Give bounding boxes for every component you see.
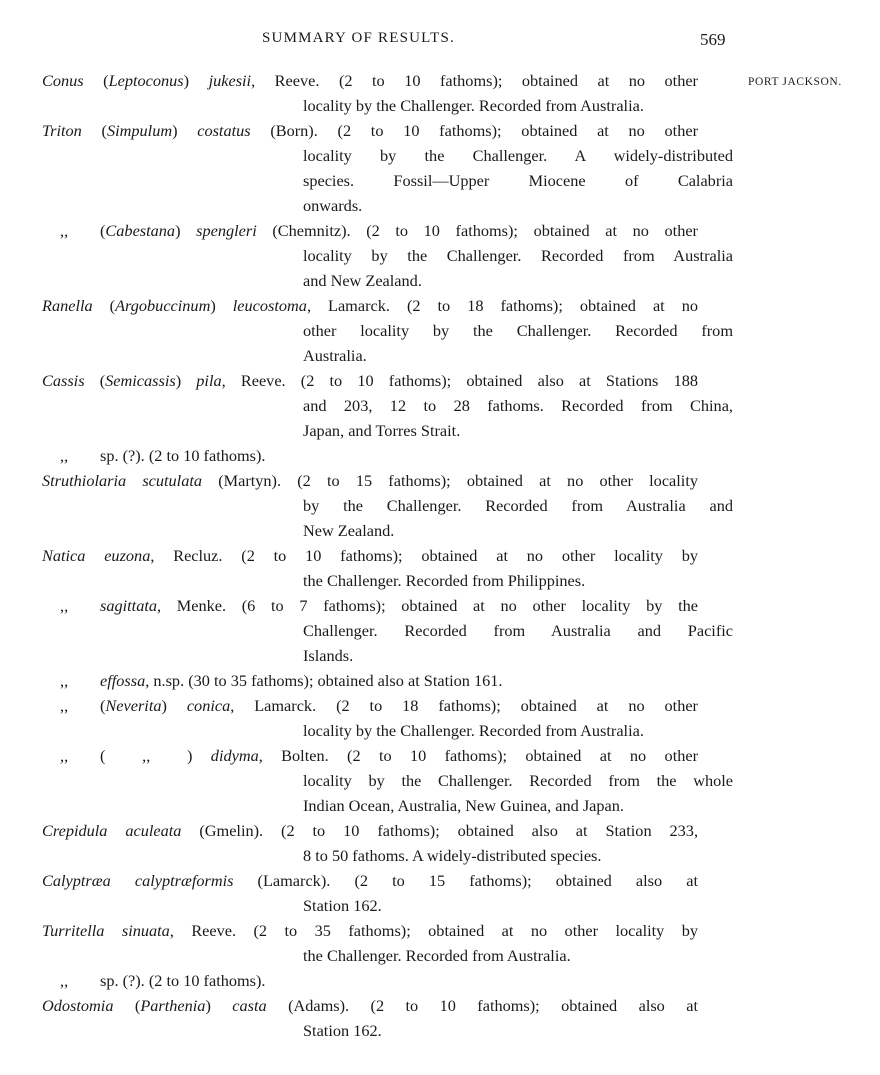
species-entry-first-line [0, 218, 698, 243]
species-entry-first-line [0, 743, 698, 768]
species-record-text: (2 to 15 fathoms); obtained at no other locality [297, 471, 698, 490]
species-entry [0, 218, 880, 293]
species-record-text: (2 to 18 fathoms); obtained at no [406, 296, 698, 315]
species-record-continuation: other locality by the Challenger. Recorded from [303, 321, 733, 340]
species-entry-first-line [0, 118, 698, 143]
species-record-continuation: locality by the Challenger. Recorded from Australia. [303, 96, 644, 115]
species-record-continuation: locality by the Challenger. Recorded from Australia. [303, 721, 644, 740]
species-record-continuation: Station 162. [303, 896, 382, 915]
species-record-text: (2 to 10 fathoms); obtained at no other [337, 121, 698, 140]
species-record-text: (2 to 10 fathoms); obtained also at Station 233, [281, 821, 698, 840]
species-entry [0, 368, 880, 443]
species-record-continuation: locality by the Challenger. A widely-distributed [303, 146, 733, 165]
species-name: Cassis (Semicassis) pila, Reeve. [42, 371, 286, 390]
species-list [0, 68, 880, 1043]
species-entry-first-line [0, 468, 698, 493]
species-name: Conus (Leptoconus) jukesii, Reeve. [42, 71, 320, 90]
species-name: Ranella (Argobuccinum) leucostoma, Lamarck. [42, 296, 390, 315]
species-record-text: (6 to 7 fathoms); obtained at no other locality by the [241, 596, 698, 615]
species-entry [0, 668, 880, 693]
species-entry [0, 868, 880, 918]
species-record-text: (2 to 18 fathoms); obtained at no other [336, 696, 698, 715]
species-entry [0, 68, 880, 118]
species-entry [0, 818, 880, 868]
species-entry-first-line [0, 293, 698, 318]
species-record-text: (2 to 10 fathoms); obtained also at [370, 996, 698, 1015]
species-record-continuation: 8 to 50 fathoms. A widely-distributed species. [303, 846, 602, 865]
species-entry-first-line [0, 993, 698, 1018]
species-entry-first-line [0, 918, 698, 943]
species-name: Crepidula aculeata (Gmelin). [42, 821, 264, 840]
species-record-continuation: locality by the Challenger. Recorded from the whole [303, 771, 733, 790]
species-record-text: (2 to 10 fathoms); obtained at no other [366, 221, 698, 240]
species-entry [0, 968, 880, 993]
species-record-continuation: onwards. [303, 196, 363, 215]
species-entry [0, 593, 880, 668]
species-entry [0, 918, 880, 968]
species-record-continuation: and New Zealand. [303, 271, 422, 290]
species-record-continuation: Challenger. Recorded from Australia and Pacific [303, 621, 733, 640]
species-record-text: (2 to 10 fathoms); obtained at no other locality by [241, 546, 698, 565]
species-record-continuation: Station 162. [303, 1021, 382, 1040]
species-name: Odostomia (Parthenia) casta (Adams). [42, 996, 350, 1015]
species-entry-first-line [0, 968, 698, 993]
species-record-continuation: Japan, and Torres Strait. [303, 421, 461, 440]
species-record-text: (2 to 10 fathoms); obtained also at Stations 188 [300, 371, 698, 390]
species-entry-first-line [0, 668, 698, 693]
species-entry-first-line [0, 593, 698, 618]
species-record-text: (2 to 10 fathoms). [148, 446, 266, 465]
species-entry-first-line [0, 543, 698, 568]
species-entry [0, 443, 880, 468]
species-record-text: (2 to 10 fathoms); obtained at no other [347, 746, 698, 765]
species-name: ,, sp. (?). [60, 446, 145, 465]
species-record-continuation: the Challenger. Recorded from Australia. [303, 946, 571, 965]
species-name: ,, ( ,, ) didyma, Bolten. [60, 746, 329, 765]
species-record-continuation: by the Challenger. Recorded from Australia and [303, 496, 733, 515]
species-name: ,, effossa, n.sp. [60, 671, 185, 690]
species-entry-first-line [0, 68, 698, 93]
page-number: 569 [700, 30, 726, 49]
species-entry [0, 993, 880, 1043]
species-record-text: (30 to 35 fathoms); obtained also at Station 161. [188, 671, 503, 690]
species-entry [0, 743, 880, 818]
species-record-continuation: Indian Ocean, Australia, New Guinea, and Japan. [303, 796, 624, 815]
species-name: Turritella sinuata, Reeve. [42, 921, 237, 940]
species-entry-first-line [0, 368, 698, 393]
species-entry-first-line [0, 868, 698, 893]
species-entry-first-line [0, 443, 698, 468]
species-name: ,, sagittata, Menke. [60, 596, 227, 615]
species-entry-first-line [0, 818, 698, 843]
species-name: Natica euzona, Recluz. [42, 546, 223, 565]
species-record-text: (2 to 15 fathoms); obtained also at [354, 871, 698, 890]
species-entry [0, 543, 880, 593]
species-entry-first-line [0, 693, 698, 718]
species-entry [0, 293, 880, 368]
species-name: ,, (Neverita) conica, Lamarck. [60, 696, 317, 715]
species-record-continuation: species. Fossil—Upper Miocene of Calabria [303, 171, 733, 190]
species-record-text: (2 to 35 fathoms); obtained at no other locality by [253, 921, 698, 940]
species-entry [0, 468, 880, 543]
species-record-continuation: Australia. [303, 346, 367, 365]
margin-note-locality: PORT JACKSON. [748, 76, 842, 88]
species-name: Struthiolaria scutulata (Martyn). [42, 471, 282, 490]
species-record-continuation: locality by the Challenger. Recorded from Australia [303, 246, 733, 265]
running-header-title: SUMMARY OF RESULTS. [262, 30, 455, 46]
species-record-continuation: Islands. [303, 646, 354, 665]
species-record-continuation: and 203, 12 to 28 fathoms. Recorded from China, [303, 396, 733, 415]
species-record-text: (2 to 10 fathoms). [148, 971, 266, 990]
species-name: Triton (Simpulum) costatus (Born). [42, 121, 318, 140]
species-record-continuation: New Zealand. [303, 521, 395, 540]
species-record-text: (2 to 10 fathoms); obtained at no other [338, 71, 698, 90]
species-name: ,, (Cabestana) spengleri (Chemnitz). [60, 221, 351, 240]
species-entry [0, 693, 880, 743]
species-name: ,, sp. (?). [60, 971, 145, 990]
species-name: Calyptræa calyptræformis (Lamarck). [42, 871, 331, 890]
species-record-continuation: the Challenger. Recorded from Philippines. [303, 571, 586, 590]
species-entry [0, 118, 880, 218]
